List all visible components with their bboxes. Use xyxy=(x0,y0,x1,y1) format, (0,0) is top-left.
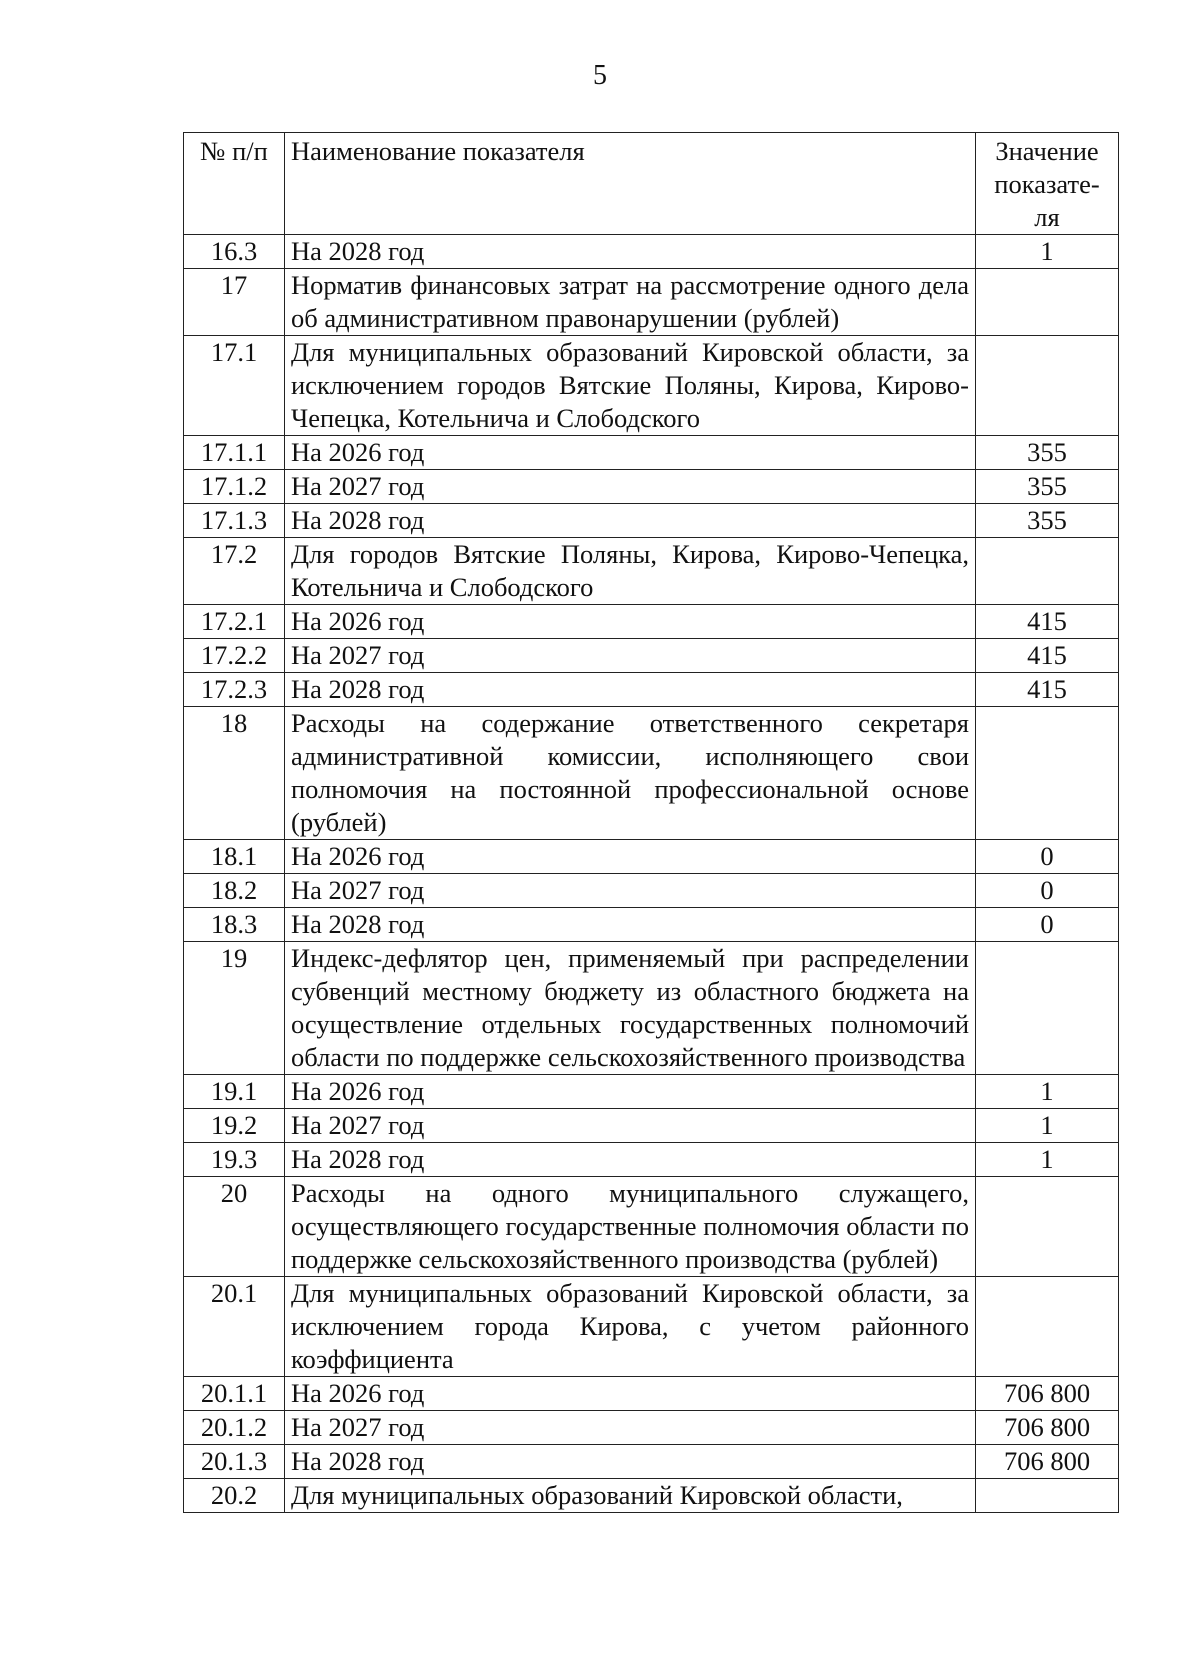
table-row xyxy=(184,1075,1119,1109)
row-number-cell: 16.3 xyxy=(184,235,285,269)
row-name-cell: На 2028 год xyxy=(285,1143,976,1177)
header-number-cell: № п/п xyxy=(184,133,285,235)
table-row xyxy=(184,436,1119,470)
row-number-cell: 17.2 xyxy=(184,538,285,605)
row-name-cell: На 2027 год xyxy=(285,1109,976,1143)
row-number-cell: 20.1 xyxy=(184,1277,285,1377)
row-number-cell: 18 xyxy=(184,707,285,840)
row-value-cell xyxy=(976,1277,1119,1377)
row-name-cell: Норматив финансовых затрат на рассмотрение одного дела об административном правонарушении (рублей) xyxy=(285,269,976,336)
row-name-cell: Расходы на содержание ответственного секретаря административной комиссии, исполняющего свои полномочия на постоянной профессиональной основе (рублей) xyxy=(285,707,976,840)
row-name-cell: На 2028 год xyxy=(285,1445,976,1479)
row-name-cell: На 2028 год xyxy=(285,673,976,707)
row-name-cell: На 2027 год xyxy=(285,470,976,504)
row-number-cell: 17.1.1 xyxy=(184,436,285,470)
row-name-cell: Для городов Вятские Поляны, Кирова, Кирово-Чепецка, Котельнича и Слободского xyxy=(285,538,976,605)
table-row xyxy=(184,504,1119,538)
row-value-cell: 355 xyxy=(976,504,1119,538)
table-row xyxy=(184,1377,1119,1411)
row-value-cell xyxy=(976,1177,1119,1277)
row-name-cell: На 2027 год xyxy=(285,639,976,673)
table-row xyxy=(184,874,1119,908)
row-number-cell: 20.1.3 xyxy=(184,1445,285,1479)
table-row xyxy=(184,673,1119,707)
row-name-cell: Расходы на одного муниципального служащего, осуществляющего государственные полномочия области по поддержке сельскохозяйственного производства (рублей) xyxy=(285,1177,976,1277)
row-name-cell: На 2028 год xyxy=(285,235,976,269)
table-row xyxy=(184,1143,1119,1177)
row-value-cell xyxy=(976,336,1119,436)
row-number-cell: 19.3 xyxy=(184,1143,285,1177)
row-number-cell: 18.2 xyxy=(184,874,285,908)
indicators-table xyxy=(183,132,1119,1513)
row-value-cell: 706 800 xyxy=(976,1445,1119,1479)
row-value-cell xyxy=(976,707,1119,840)
table-row xyxy=(184,1411,1119,1445)
row-value-cell: 706 800 xyxy=(976,1377,1119,1411)
row-value-cell xyxy=(976,942,1119,1075)
table-row xyxy=(184,235,1119,269)
row-number-cell: 20.1.1 xyxy=(184,1377,285,1411)
header-name-cell: Наименование показателя xyxy=(285,133,976,235)
row-value-cell: 415 xyxy=(976,673,1119,707)
row-name-cell: На 2026 год xyxy=(285,1377,976,1411)
row-name-cell: На 2027 год xyxy=(285,1411,976,1445)
row-value-cell: 415 xyxy=(976,605,1119,639)
row-value-cell: 1 xyxy=(976,235,1119,269)
row-name-cell: Для муниципальных образований Кировской области, за исключением города Кирова, с учетом районного коэффициента xyxy=(285,1277,976,1377)
row-name-cell: На 2028 год xyxy=(285,504,976,538)
table-row xyxy=(184,336,1119,436)
row-value-cell: 0 xyxy=(976,874,1119,908)
table-row xyxy=(184,840,1119,874)
row-name-cell: На 2026 год xyxy=(285,605,976,639)
table-row xyxy=(184,470,1119,504)
row-number-cell: 17 xyxy=(184,269,285,336)
row-name-cell: На 2026 год xyxy=(285,840,976,874)
row-name-cell: На 2027 год xyxy=(285,874,976,908)
row-value-cell: 0 xyxy=(976,840,1119,874)
table-row xyxy=(184,942,1119,1075)
row-value-cell xyxy=(976,1479,1119,1513)
row-number-cell: 17.1 xyxy=(184,336,285,436)
table-row xyxy=(184,1277,1119,1377)
row-name-cell: На 2028 год xyxy=(285,908,976,942)
row-number-cell: 18.3 xyxy=(184,908,285,942)
header-value-cell: Значение показате-ля xyxy=(976,133,1119,235)
row-number-cell: 18.1 xyxy=(184,840,285,874)
row-value-cell: 355 xyxy=(976,436,1119,470)
table-row xyxy=(184,1109,1119,1143)
row-value-cell: 355 xyxy=(976,470,1119,504)
row-value-cell: 415 xyxy=(976,639,1119,673)
table-row xyxy=(184,269,1119,336)
row-number-cell: 19.1 xyxy=(184,1075,285,1109)
table-body xyxy=(184,133,1119,1513)
row-number-cell: 20.2 xyxy=(184,1479,285,1513)
table-row xyxy=(184,707,1119,840)
table-header-row xyxy=(184,133,1119,235)
row-number-cell: 20.1.2 xyxy=(184,1411,285,1445)
row-number-cell: 19 xyxy=(184,942,285,1075)
row-name-cell: Индекс-дефлятор цен, применяемый при распределении субвенций местному бюджету из областного бюджета на осуществление отдельных государственных полномочий области по поддержке сельскохозяйственного производства xyxy=(285,942,976,1075)
table-row xyxy=(184,1445,1119,1479)
table-row xyxy=(184,1479,1119,1513)
row-value-cell xyxy=(976,269,1119,336)
row-name-cell: Для муниципальных образований Кировской области, за исключением городов Вятские Поляны, Кирова, Кирово-Чепецка, Котельнича и Слободского xyxy=(285,336,976,436)
table-row xyxy=(184,639,1119,673)
table-row xyxy=(184,908,1119,942)
row-name-cell: На 2026 год xyxy=(285,436,976,470)
table-row xyxy=(184,538,1119,605)
row-value-cell: 1 xyxy=(976,1075,1119,1109)
row-number-cell: 17.1.2 xyxy=(184,470,285,504)
row-name-cell: На 2026 год xyxy=(285,1075,976,1109)
row-number-cell: 17.1.3 xyxy=(184,504,285,538)
row-value-cell xyxy=(976,538,1119,605)
row-number-cell: 19.2 xyxy=(184,1109,285,1143)
row-name-cell: Для муниципальных образований Кировской области, xyxy=(285,1479,976,1513)
table-row xyxy=(184,1177,1119,1277)
row-value-cell: 1 xyxy=(976,1109,1119,1143)
row-number-cell: 17.2.2 xyxy=(184,639,285,673)
row-value-cell: 0 xyxy=(976,908,1119,942)
row-value-cell: 706 800 xyxy=(976,1411,1119,1445)
row-value-cell: 1 xyxy=(976,1143,1119,1177)
row-number-cell: 17.2.3 xyxy=(184,673,285,707)
table-row xyxy=(184,605,1119,639)
row-number-cell: 20 xyxy=(184,1177,285,1277)
row-number-cell: 17.2.1 xyxy=(184,605,285,639)
page-number: 5 xyxy=(593,60,607,91)
